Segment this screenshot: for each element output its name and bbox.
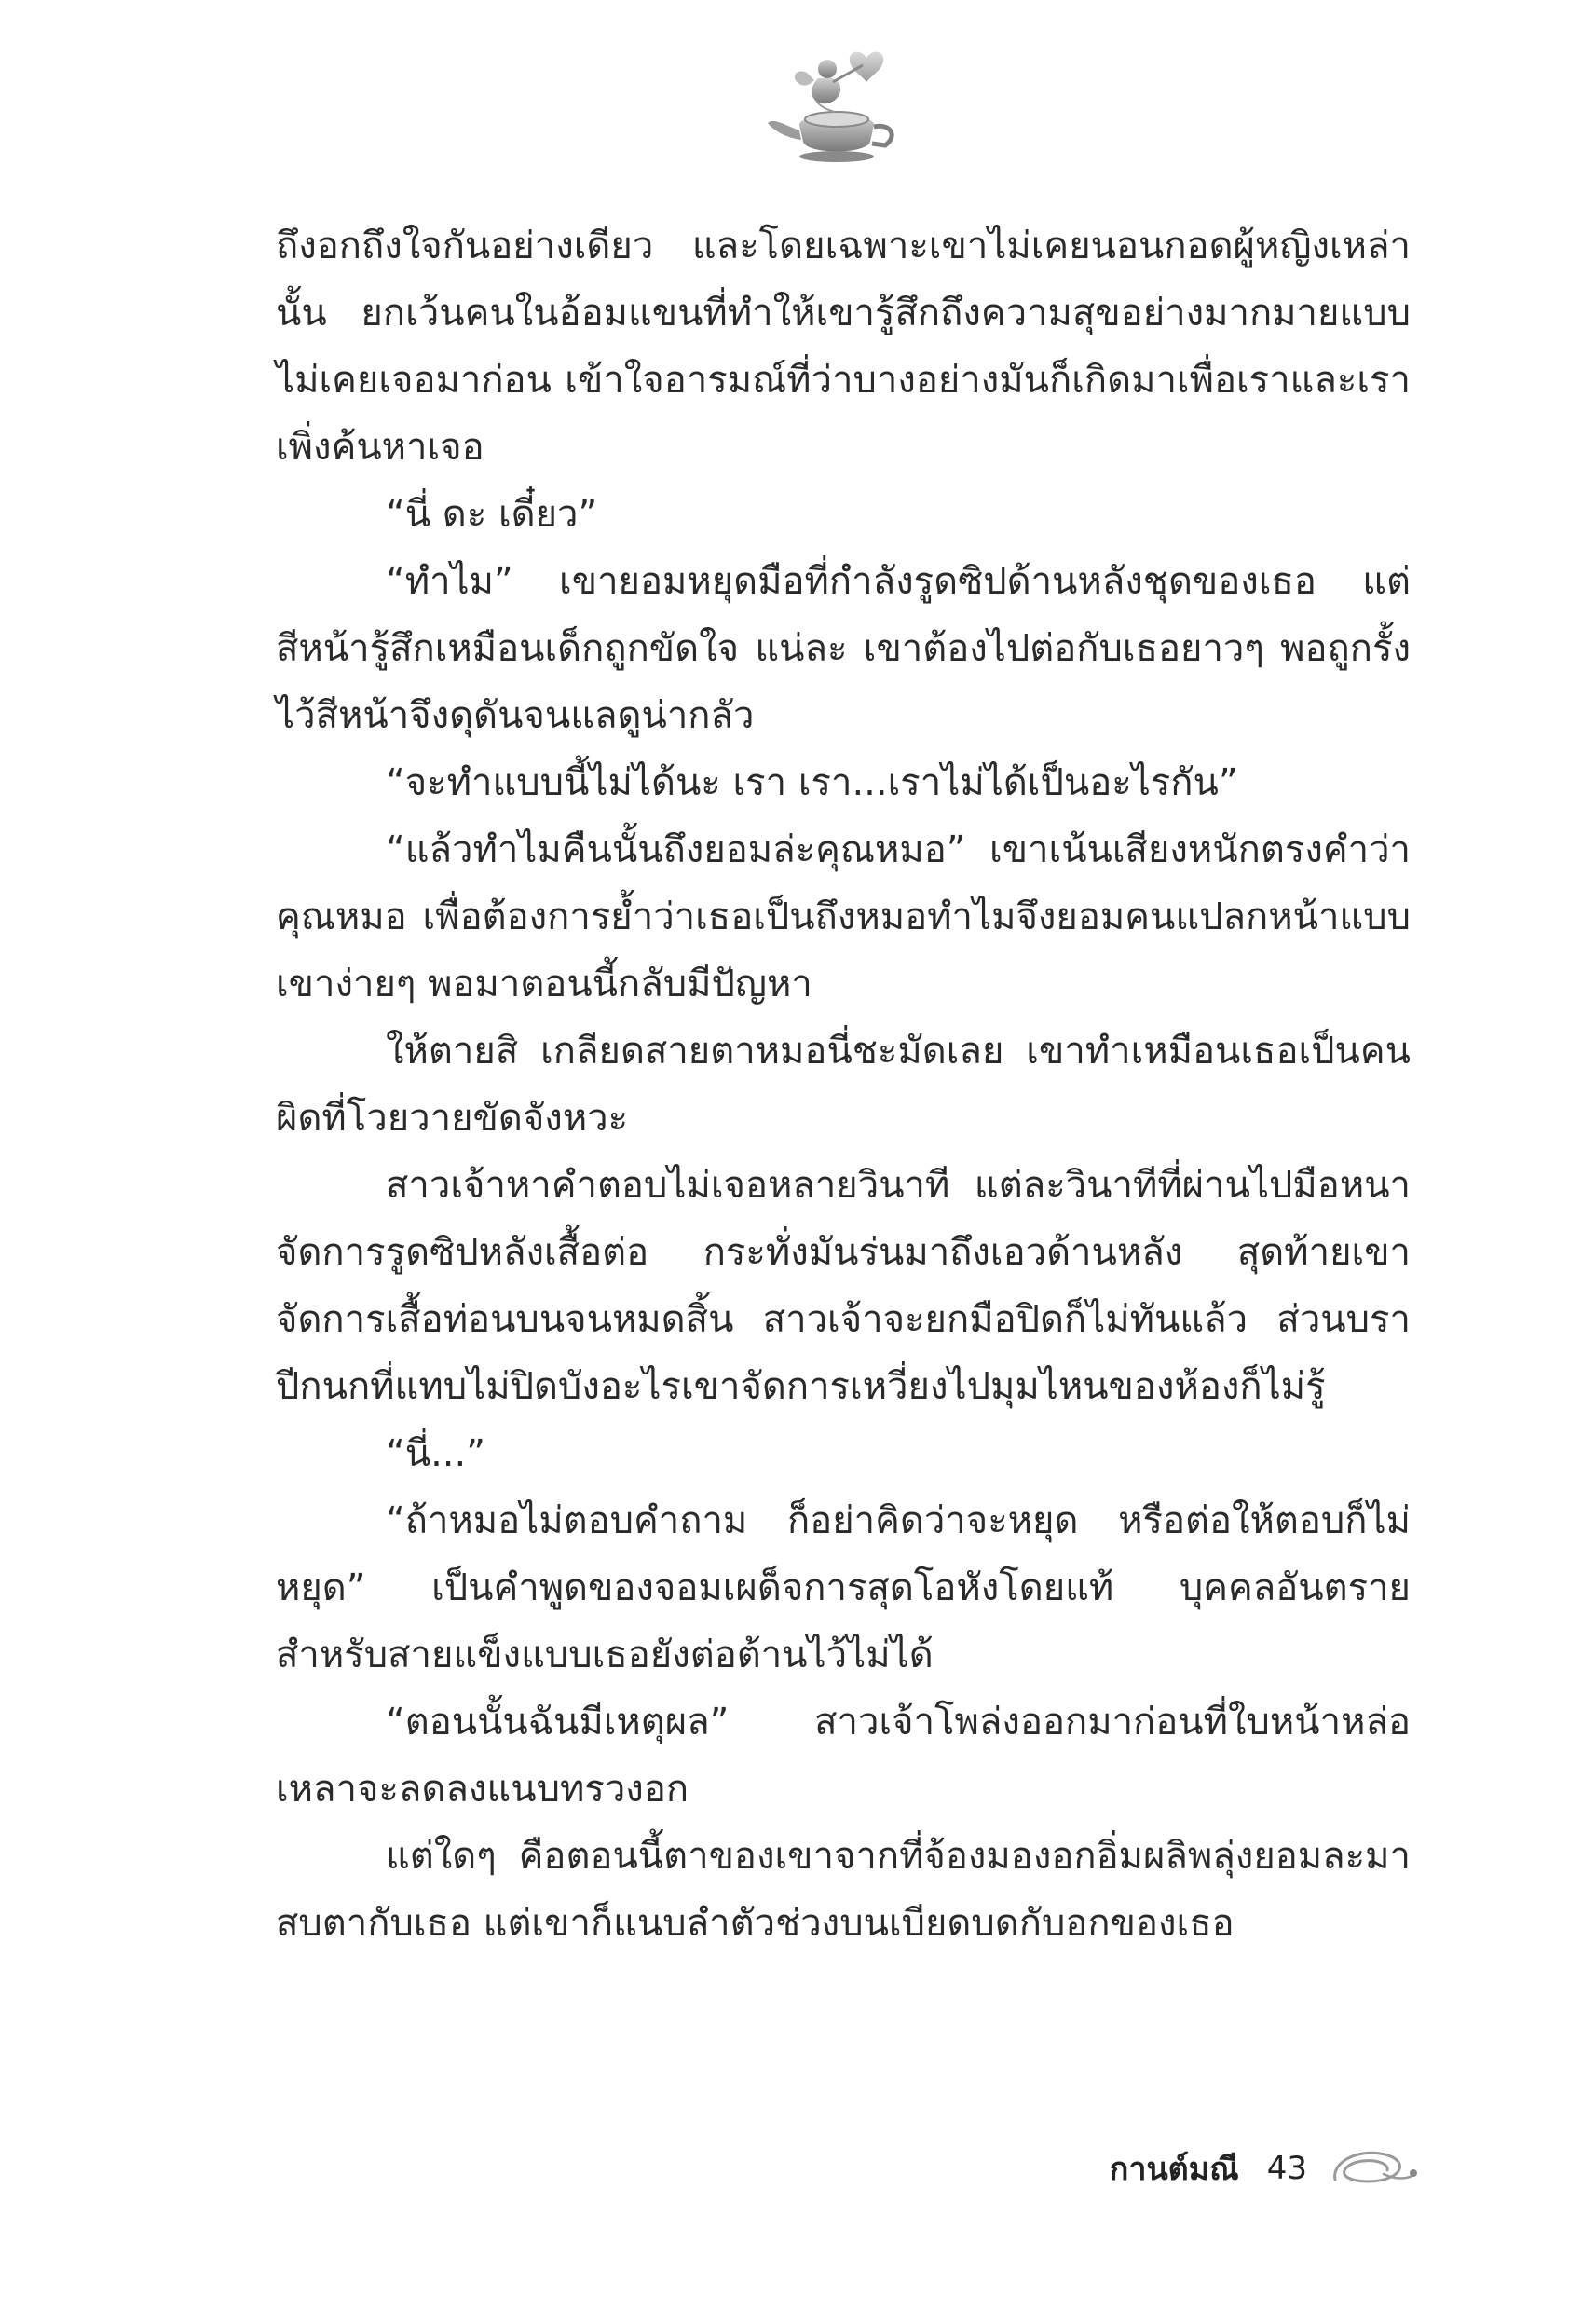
- paragraph: “นี่ ดะ เดี๋ยว”: [386, 493, 598, 536]
- page-number: 43: [1266, 2150, 1307, 2187]
- paragraph: “ตอนนั้นฉันมีเหตุผล” สาวเจ้าโพล่งออกมาก่อนที่ใบหน้าหล่อเหลาจะลดลงแนบทรวงอก: [276, 1701, 1411, 1811]
- paragraph: “แล้วทำไมคืนนั้นถึงยอมล่ะคุณหมอ” เขาเน้นเสียงหนักตรงคำว่าคุณหมอ เพื่อต้องการย้ำว่าเธอเป็นถึงหมอทำไมจึงยอมคนแปลกหน้าแบบเขาง่ายๆ พอมาตอนนี้กลับมีปัญหา: [276, 828, 1411, 1005]
- paragraph: สาวเจ้าหาคำตอบไม่เจอหลายวินาที แต่ละวินาทีที่ผ่านไปมือหนาจัดการรูดซิปหลังเสื้อต่อ กระทั่งมันร่นมาถึงเอวด้านหลัง สุดท้ายเขาจัดการเสื้อท่อนบนจนหมดสิ้น สาวเจ้าจะยกมือปิดก็ไม่ทันแล้ว ส่วนบราปีกนกที่แทบไม่ปิดบังอะไรเขาจัดการเหวี่ยงไปมุมไหนของห้องก็ไม่รู้: [276, 1164, 1411, 1408]
- book-title: กานต์มณี: [1109, 2151, 1239, 2188]
- paragraph: ถึงอกถึงใจกันอย่างเดียว และโดยเฉพาะเขาไม่เคยนอนกอดผู้หญิงเหล่านั้น ยกเว้นคนในอ้อมแขนที่ทำให้เขารู้สึกถึงความสุขอย่างมากมายแบบไม่เคยเจอมาก่อน เข้าใจอารมณ์ที่ว่าบางอย่างมันก็เกิดมาเพื่อเราและเราเพิ่งค้นหาเจอ: [276, 225, 1411, 469]
- paragraph: “นี่...”: [386, 1432, 485, 1475]
- swirl-icon: [1328, 2142, 1421, 2195]
- paragraph: “จะทำแบบนี้ไม่ได้นะ เรา เรา...เราไม่ได้เป็นอะไรกัน”: [386, 761, 1238, 804]
- body-text: [276, 212, 1411, 1957]
- paragraph: ให้ตายสิ เกลียดสายตาหมอนี่ชะมัดเลย เขาทำเหมือนเธอเป็นคนผิดที่โวยวายขัดจังหวะ: [276, 1030, 1411, 1140]
- paragraph: “ทำไม” เขายอมหยุดมือที่กำลังรูดซิปด้านหลังชุดของเธอ แต่สีหน้ารู้สึกเหมือนเด็กถูกขัดใจ แน่ละ เขาต้องไปต่อกับเธอยาวๆ พอถูกรั้งไว้สีหน้าจึงดุดันจนแลดูน่ากลัว: [276, 560, 1411, 737]
- cupid-teapot-icon: [762, 45, 911, 185]
- page-footer: [1110, 2136, 1421, 2201]
- paragraph: แต่ใดๆ คือตอนนี้ตาของเขาจากที่จ้องมองอกอิ่มผลิพลุ่งยอมละมาสบตากับเธอ แต่เขาก็แนบลำตัวช่วงบนเบียดบดกับอกของเธอ: [276, 1835, 1411, 1945]
- paragraph: “ถ้าหมอไม่ตอบคำถาม ก็อย่าคิดว่าจะหยุด หรือต่อให้ตอบก็ไม่หยุด” เป็นคำพูดของจอมเผด็จการสุดโอหังโดยแท้ บุคคลอันตรายสำหรับสายแข็งแบบเธอยังต่อต้านไว้ไม่ได้: [276, 1499, 1411, 1676]
